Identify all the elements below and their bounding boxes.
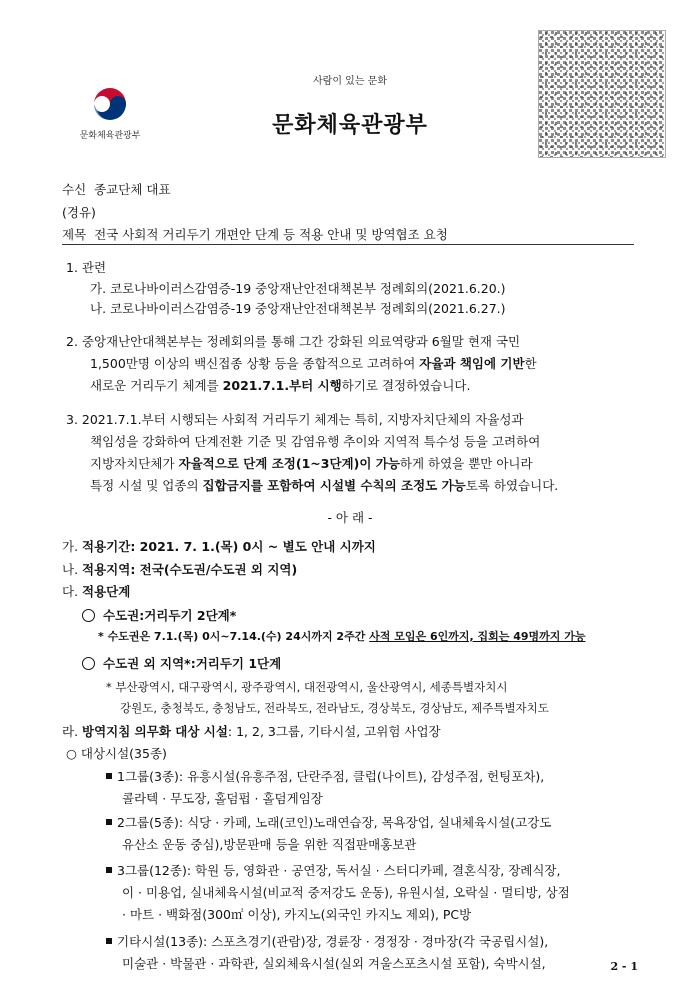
sec3-emphasis-1: 자율적으로 단계 조정(1~3단계)이 가능 — [178, 456, 400, 471]
sec3-line1: 3. 2021.7.1.부터 시행되는 사회적 거리두기 체계는 특히, 지방자치단체의 자율성과 — [66, 412, 524, 427]
apply-stage: 다. 적용단계 — [62, 584, 131, 599]
sec2-line3: 새로운 거리두기 체계를 2021.7.1.부터 시행하기로 결정하였습니다. — [90, 378, 471, 393]
square-bullet-icon — [106, 819, 112, 825]
group1-line2: 콜라텍 · 무도장, 홀덤펍 · 홀덤게임장 — [122, 791, 323, 806]
apply-region: 나. 적용지역: 전국(수도권/수도권 외 지역) — [62, 562, 298, 577]
circle-bullet-icon — [82, 657, 95, 670]
sec3-line3: 지방자치단체가 자율적으로 단계 조정(1~3단계)이 가능하게 하였을 뿐만 아니라 — [90, 456, 533, 471]
recipient-line — [62, 180, 171, 198]
capital-note-emphasis: 사적 모임은 6인까지, 집회는 49명까지 가능 — [369, 630, 586, 643]
group2-line1: 2그룹(5종): 식당 · 카페, 노래(코인)노래연습장, 목욕장업, 실내체육시설(고강도 — [106, 813, 551, 831]
group3-line1: 3그룹(12종): 학원 등, 영화관 · 공연장, 독서실 · 스터디카페, 결혼식장, 장례식장, — [106, 861, 560, 879]
square-bullet-icon — [106, 773, 112, 779]
group3-line2: 이 · 미용업, 실내체육시설(비교적 중저강도 운동), 유원시설, 오락실 · 멀티방, 상점 — [122, 885, 570, 900]
subject-divider — [62, 244, 634, 245]
sec2-line1: 2. 중앙재난안대책본부는 정례회의를 통해 그간 강화된 의료역량과 6월말 현재 국민 — [66, 334, 521, 349]
ministry-title: 문화체육관광부 — [272, 113, 428, 138]
etc-line1: 기타시설(13종): 스포츠경기(관람)장, 경륜장 · 경정장 · 경마장(각 국공립시설), — [106, 932, 548, 950]
etc-line2: 미술관 · 박물관 · 과학관, 실외체육시설(실외 겨울스포츠시설 포함), 숙박시설, — [122, 956, 546, 971]
sec3-line2: 책임성을 강화하여 단계전환 기준 및 감염유행 추이와 지역적 특수성 등을 고려하여 — [90, 434, 541, 449]
sec1-title: 1. 관련 — [66, 260, 107, 275]
sec3-emphasis-2: 집합금지를 포함하여 시설별 수칙의 조정도 가능 — [202, 478, 466, 493]
square-bullet-icon — [106, 867, 112, 873]
sec2-emphasis-2: 2021.7.1.부터 시행 — [222, 378, 342, 393]
subject-line — [62, 225, 448, 243]
noncapital-note-2: 강원도, 충청북도, 충청남도, 전라북도, 전라남도, 경상북도, 경상남도, 제주특별자치도 — [120, 701, 549, 715]
below-heading: - 아 래 - — [327, 510, 373, 525]
subject-label: 제목 — [62, 227, 87, 242]
sec2-line2: 1,500만명 이상의 백신접종 상황 등을 종합적으로 고려하여 자율과 책임에 기반한 — [90, 356, 537, 371]
recipient-label: 수신 — [62, 182, 87, 197]
sec1-item-a: 가. 코로나바이러스감염증-19 중앙재난안전대책본부 정례회의(2021.6.20.) — [90, 281, 506, 296]
via-line: (경유) — [62, 205, 96, 220]
sec1-item-b: 나. 코로나바이러스감염증-19 중앙재난안전대책본부 정례회의(2021.6.27.) — [90, 301, 506, 316]
capital-stage: 수도권:거리두기 2단계* — [82, 606, 236, 624]
group2-line2: 유산소 운동 중심),방문판매 등을 위한 직접판매홍보관 — [122, 837, 417, 852]
qr-code-icon — [539, 31, 665, 157]
circle-bullet-icon — [82, 609, 95, 622]
noncapital-stage: 수도권 외 지역*:거리두기 1단계 — [82, 654, 281, 672]
facilities-heading: ○ 대상시설(35종) — [66, 746, 167, 761]
slogan: 사람이 있는 문화 — [313, 76, 387, 87]
recipient: 종교단체 대표 — [94, 182, 171, 197]
logo-caption: 문화체육관광부 — [79, 131, 141, 141]
page-number: 2 - 1 — [610, 960, 638, 973]
noncapital-note-1: * 부산광역시, 대구광역시, 광주광역시, 대전광역시, 울산광역시, 세종특별자치시 — [106, 680, 508, 694]
square-bullet-icon — [106, 938, 112, 944]
qr-code — [538, 30, 666, 158]
mandatory-facilities: 라. 방역지침 의무화 대상 시설: 1, 2, 3그룹, 기타시설, 고위험 사업장 — [62, 724, 441, 739]
capital-note: * 수도권은 7.1.(목) 0시~7.14.(수) 24시까지 2주간 사적 모임은 6인까지, 집회는 49명까지 가능 — [98, 630, 586, 643]
sec2-emphasis-1: 자율과 책임에 기반 — [419, 356, 525, 371]
sec3-line4: 특정 시설 및 업종의 집합금지를 포함하여 시설별 수칙의 조정도 가능토록 하였습니다. — [90, 478, 559, 493]
subject: 전국 사회적 거리두기 개편안 단계 등 적용 안내 및 방역협조 요청 — [94, 227, 448, 242]
group1-line1: 1그룹(3종): 유흥시설(유흥주점, 단란주점, 클럽(나이트), 감성주점, 헌팅포차), — [106, 767, 544, 785]
apply-period: 가. 적용기간: 2021. 7. 1.(목) 0시 ~ 별도 안내 시까지 — [62, 539, 376, 554]
group3-line3: · 마트 · 백화점(300㎡ 이상), 카지노(외국인 카지노 제외), PC방 — [122, 907, 472, 922]
